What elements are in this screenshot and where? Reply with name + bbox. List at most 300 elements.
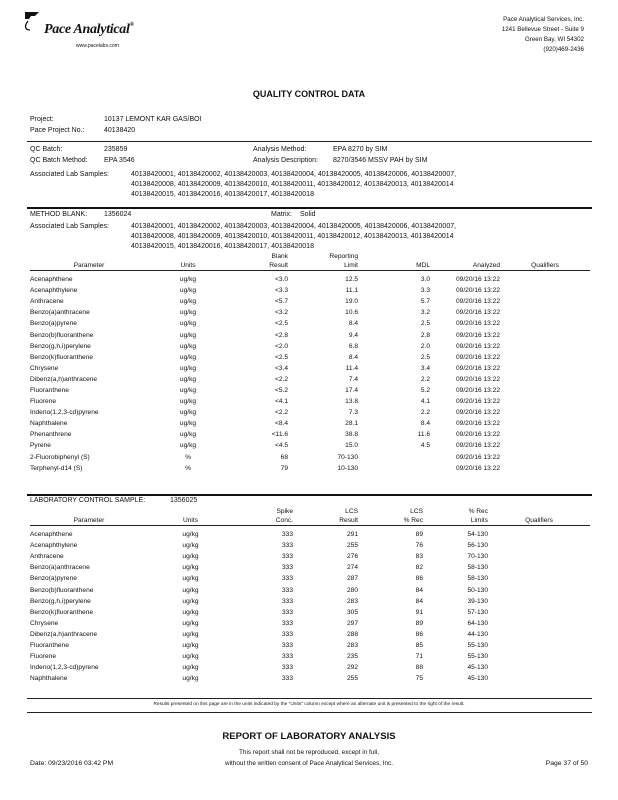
result-cell: 274 — [346, 564, 358, 572]
associated-samples-line: 40138420015, 40138420016, 40138420017, 40138420018 — [131, 191, 314, 198]
limit-cell: 7.4 — [348, 375, 358, 383]
mdl-cell — [358, 452, 430, 463]
parameter-cell: Acenaphthylene — [30, 542, 78, 550]
result-cell: 79 — [280, 464, 288, 472]
qualifier-cell — [488, 629, 590, 640]
result-cell: 287 — [346, 575, 358, 583]
mdl-cell: 2.5 — [420, 353, 430, 361]
qualifier-cell — [488, 573, 590, 584]
qualifier-cell — [500, 407, 590, 418]
blank-associated-samples-line: 40138420008, 40138420009, 40138420010, 40138420011, 40138420012, 40138420013, 40138420014 — [131, 233, 454, 240]
limits-cell: 56-130 — [467, 542, 488, 550]
conc-cell: 333 — [281, 619, 293, 627]
units-cell: ug/kg — [179, 309, 197, 317]
limits-header: Limits — [470, 517, 488, 524]
mdl-cell: 11.6 — [417, 431, 430, 439]
qc-batch-value: 235859 — [104, 146, 128, 153]
qualifier-cell — [500, 418, 590, 429]
analyzed-cell: 09/20/16 13:22 — [456, 276, 500, 284]
rec-cell: 88 — [415, 664, 423, 672]
limits-cell: 58-130 — [467, 564, 488, 572]
limits-cell: 45-130 — [467, 664, 488, 672]
units-cell: ug/kg — [182, 564, 199, 572]
limit-cell: 6.8 — [348, 342, 358, 350]
qualifier-cell — [488, 562, 590, 573]
conc-cell: 333 — [281, 641, 293, 649]
mdl-cell — [358, 463, 430, 474]
result-cell: <2.5 — [274, 320, 288, 328]
units-cell: ug/kg — [182, 553, 199, 561]
limit-cell: 17.4 — [345, 386, 358, 394]
analyzed-cell: 09/20/16 13:22 — [456, 420, 500, 428]
table-row — [30, 385, 590, 396]
analyzed-cell: 09/20/16 13:22 — [456, 331, 500, 339]
units-cell: ug/kg — [182, 641, 199, 649]
qc-batch-method-label: QC Batch Method: — [30, 157, 88, 164]
mdl-cell: 3.3 — [420, 287, 430, 295]
qualifier-cell — [500, 296, 590, 307]
pace-project-label: Pace Project No.: — [30, 127, 85, 134]
conc-cell: 333 — [281, 675, 293, 683]
units-cell: ug/kg — [182, 575, 199, 583]
result-cell: 297 — [346, 619, 358, 627]
units-cell: % — [185, 464, 191, 472]
page-title: QUALITY CONTROL DATA — [252, 89, 366, 99]
analyzed-cell: 09/20/16 13:22 — [456, 375, 500, 383]
parameter-cell: Anthracene — [30, 553, 64, 561]
analyzed-cell: 09/20/16 13:22 — [456, 409, 500, 417]
parameter-cell: Dibenz(a,h)anthracene — [30, 375, 98, 383]
parameter-cell: Fluorene — [30, 398, 57, 406]
parameter-cell: Benzo(b)fluoranthene — [30, 331, 94, 339]
qualifier-cell — [500, 307, 590, 318]
limit-cell: 9.4 — [348, 331, 358, 339]
mdl-cell: 2.0 — [420, 342, 430, 350]
table-row — [30, 651, 590, 662]
matrix-value: Solid — [300, 211, 316, 218]
qc-batch-label: QC Batch: — [30, 146, 63, 153]
table-row — [30, 562, 590, 573]
units-cell: ug/kg — [179, 353, 197, 361]
units-cell: ug/kg — [182, 542, 199, 550]
table-row — [30, 607, 590, 618]
table-row — [30, 629, 590, 640]
units-header: Units — [182, 517, 199, 524]
rec-cell: 89 — [415, 531, 423, 539]
mdl-cell: 3.2 — [420, 309, 430, 317]
analyzed-cell: 09/20/16 13:22 — [456, 320, 500, 328]
parameter-cell: 2-Fluorobiphenyl (S) — [30, 453, 90, 461]
table-row — [30, 640, 590, 651]
limit-cell: 28.1 — [345, 420, 358, 428]
table-header-row — [30, 516, 590, 526]
rec-cell: 75 — [415, 675, 423, 683]
table-row — [30, 352, 590, 363]
qualifier-cell — [500, 318, 590, 329]
qualifier-cell — [488, 618, 590, 629]
result-cell: <8.4 — [274, 420, 288, 428]
method-blank-label: METHOD BLANK: — [30, 211, 88, 218]
conc-header: Conc. — [275, 517, 293, 524]
rec-cell: 71 — [415, 653, 423, 661]
table-row — [30, 318, 590, 329]
parameter-cell: Benzo(k)fluoranthene — [30, 608, 94, 616]
units-cell: ug/kg — [179, 320, 197, 328]
units-cell: ug/kg — [179, 431, 197, 439]
blank-associated-samples-line: 40138420015, 40138420016, 40138420017, 40138420018 — [131, 243, 314, 250]
parameter-cell: Terphenyl-d14 (S) — [30, 464, 83, 472]
result-cell: 283 — [346, 597, 358, 605]
limits-cell: 55-130 — [467, 641, 488, 649]
blank-associated-samples-line: 40138420001, 40138420002, 40138420003, 40138420004, 40138420005, 40138420006, 40138420007, — [131, 223, 457, 230]
units-cell: ug/kg — [179, 298, 197, 306]
mdl-cell: 5.2 — [420, 386, 430, 394]
result-cell: 283 — [346, 641, 358, 649]
limit-cell: 10.6 — [345, 309, 358, 317]
parameter-cell: Fluoranthene — [30, 386, 69, 394]
units-cell: ug/kg — [179, 420, 197, 428]
units-cell: ug/kg — [182, 597, 199, 605]
page-number: Page 37 of 50 — [545, 760, 588, 767]
rec-limits-header-top: % Rec — [468, 508, 488, 515]
result-cell: 291 — [346, 531, 358, 539]
parameter-cell: Fluorene — [30, 653, 57, 661]
mdl-cell: 8.4 — [420, 420, 430, 428]
parameter-cell: Indeno(1,2,3-cd)pyrene — [30, 664, 99, 672]
table-row — [30, 374, 590, 385]
result-cell: <2.0 — [274, 342, 288, 350]
result-cell: <3.0 — [274, 276, 288, 284]
blank-associated-samples-label: Associated Lab Samples: — [30, 223, 109, 230]
limits-cell: 58-130 — [467, 575, 488, 583]
qualifier-cell — [488, 584, 590, 595]
qualifier-cell — [500, 429, 590, 440]
qualifier-cell — [488, 540, 590, 551]
mdl-cell: 2.2 — [420, 375, 430, 383]
analyzed-cell: 09/20/16 13:22 — [456, 287, 500, 295]
parameter-header: Parameter — [73, 517, 105, 524]
units-cell: ug/kg — [179, 442, 197, 450]
mdl-cell: 2.8 — [420, 331, 430, 339]
units-cell: ug/kg — [182, 675, 199, 683]
rec-header: % Rec — [403, 517, 423, 524]
result-cell: <2.2 — [274, 409, 288, 417]
limit-cell: 15.0 — [345, 442, 358, 450]
project-value: 10137 LEMONT KAR GAS/BOI — [104, 116, 202, 123]
limits-cell: 54-130 — [467, 531, 488, 539]
report-footer-title: REPORT OF LABORATORY ANALYSIS — [222, 731, 396, 742]
result-cell: 255 — [346, 542, 358, 550]
qualifier-cell — [488, 662, 590, 673]
limits-cell: 44-130 — [467, 630, 488, 638]
limit-cell: 8.4 — [348, 320, 358, 328]
units-cell: ug/kg — [182, 531, 199, 539]
qualifier-cell — [488, 640, 590, 651]
analyzed-cell: 09/20/16 13:22 — [456, 464, 500, 472]
units-cell: % — [185, 453, 191, 461]
project-label: Project: — [30, 116, 54, 123]
conc-cell: 333 — [281, 608, 293, 616]
rec-cell: 86 — [415, 630, 423, 638]
mdl-cell: 3.0 — [420, 276, 430, 284]
lcs-rec-header-top: LCS — [410, 508, 423, 515]
table-row — [30, 551, 590, 562]
conc-cell: 333 — [281, 564, 293, 572]
result-cell: <2.5 — [274, 353, 288, 361]
divider — [27, 207, 592, 209]
units-cell: ug/kg — [182, 664, 199, 672]
result-cell: <2.8 — [274, 331, 288, 339]
result-cell: <3.3 — [274, 287, 288, 295]
analysis-method-value: EPA 8270 by SIM — [333, 146, 388, 153]
blank-header: Blank — [271, 253, 288, 260]
units-cell: ug/kg — [179, 375, 197, 383]
conc-cell: 333 — [281, 553, 293, 561]
limit-cell: 38.8 — [345, 431, 358, 439]
analyzed-cell: 09/20/16 13:22 — [456, 353, 500, 361]
rec-cell: 84 — [415, 586, 423, 594]
qualifier-cell — [500, 463, 590, 474]
units-cell: ug/kg — [179, 386, 197, 394]
table-row — [30, 596, 590, 607]
qualifier-cell — [500, 329, 590, 340]
units-cell: ug/kg — [179, 409, 197, 417]
parameter-cell: Acenaphthylene — [30, 287, 78, 295]
company-address: Pace Analytical Services, Inc. 1241 Bellevue Street - Suite 9 Green Bay, WI 54302 (920)469-2436 — [501, 16, 584, 53]
conc-cell: 333 — [281, 653, 293, 661]
table-row — [30, 452, 590, 463]
parameter-cell: Dibenz(a,h)anthracene — [30, 630, 98, 638]
units-cell: ug/kg — [179, 276, 197, 284]
mdl-cell: 4.1 — [420, 398, 430, 406]
parameter-cell: Benzo(a)anthracene — [30, 309, 90, 317]
table-row — [30, 307, 590, 318]
analyzed-cell: 09/20/16 13:22 — [456, 342, 500, 350]
qualifiers-header: Qualifiers — [525, 517, 553, 524]
units-cell: ug/kg — [182, 653, 199, 661]
parameter-cell: Benzo(a)anthracene — [30, 564, 90, 572]
result-cell: 292 — [346, 664, 358, 672]
parameter-cell: Chrysene — [30, 364, 59, 372]
qualifier-cell — [500, 363, 590, 374]
divider — [27, 141, 592, 142]
limits-cell: 64-130 — [467, 619, 488, 627]
limit-cell: 8.4 — [348, 353, 358, 361]
limit-cell: 10-130 — [337, 464, 358, 472]
result-cell: 288 — [346, 630, 358, 638]
associated-samples-line: 40138420001, 40138420002, 40138420003, 40138420004, 40138420005, 40138420006, 40138420007, — [131, 171, 457, 178]
footer-line-2: without the written consent of Pace Analytical Services, Inc. — [224, 760, 394, 767]
rec-cell: 89 — [415, 619, 423, 627]
analyzed-cell: 09/20/16 13:22 — [456, 298, 500, 306]
table-row — [30, 440, 590, 451]
parameter-cell: Benzo(b)fluoranthene — [30, 586, 94, 594]
qualifier-cell — [500, 396, 590, 407]
table-row — [30, 407, 590, 418]
mdl-cell: 4.5 — [420, 442, 430, 450]
parameter-cell: Benzo(k)fluoranthene — [30, 353, 94, 361]
table-row — [30, 673, 590, 684]
qualifier-cell — [488, 551, 590, 562]
mdl-cell: 2.5 — [420, 320, 430, 328]
mdl-cell: 3.4 — [420, 364, 430, 372]
parameter-cell: Anthracene — [30, 298, 64, 306]
parameter-cell: Naphthalene — [30, 675, 68, 683]
table-row — [30, 573, 590, 584]
method-blank-table — [30, 252, 590, 474]
result-cell: <11.6 — [271, 431, 288, 439]
result-cell: <4.1 — [274, 398, 288, 406]
parameter-cell: Indeno(1,2,3-cd)pyrene — [30, 409, 99, 417]
lcs-table — [30, 507, 590, 684]
parameter-cell: Fluoranthene — [30, 641, 69, 649]
conc-cell: 333 — [281, 630, 293, 638]
limit-cell: 11.1 — [345, 287, 358, 295]
table-row — [30, 418, 590, 429]
divider — [27, 712, 592, 713]
divider — [27, 698, 592, 699]
table-row — [30, 396, 590, 407]
analyzed-cell: 09/20/16 13:22 — [456, 364, 500, 372]
table-row — [30, 540, 590, 551]
units-cell: ug/kg — [182, 586, 199, 594]
limits-cell: 70-130 — [467, 553, 488, 561]
parameter-cell: Acenaphthene — [30, 276, 73, 284]
analyzed-cell: 09/20/16 13:22 — [456, 398, 500, 406]
parameter-cell: Benzo(a)pyrene — [30, 575, 77, 583]
mdl-header: MDL — [416, 262, 430, 269]
limit-cell: 7.3 — [348, 409, 358, 417]
limit-cell: 13.8 — [345, 398, 358, 406]
table-row — [30, 463, 590, 474]
analysis-method-label: Analysis Method: — [253, 146, 307, 153]
units-cell: ug/kg — [179, 331, 197, 339]
result-cell: 305 — [346, 608, 358, 616]
divider — [27, 494, 592, 496]
analysis-description-value: 8270/3546 MSSV PAH by SIM — [333, 157, 428, 164]
table-row — [30, 274, 590, 285]
units-cell: ug/kg — [179, 398, 197, 406]
result-cell: <3.2 — [274, 309, 288, 317]
table-row — [30, 296, 590, 307]
qualifier-cell — [500, 274, 590, 285]
conc-cell: 333 — [281, 597, 293, 605]
result-cell: <5.2 — [274, 386, 288, 394]
units-cell: ug/kg — [182, 608, 199, 616]
parameter-cell: Chrysene — [30, 619, 59, 627]
analyzed-cell: 09/20/16 13:22 — [456, 453, 500, 461]
method-blank-value: 1356024 — [104, 211, 132, 218]
limits-cell: 50-130 — [467, 586, 488, 594]
qualifier-cell — [488, 596, 590, 607]
qualifier-cell — [500, 440, 590, 451]
parameter-cell: Benzo(g,h,i)perylene — [30, 342, 91, 350]
associated-samples-label: Associated Lab Samples: — [30, 171, 109, 178]
limits-cell: 55-130 — [467, 653, 488, 661]
company-logo: Pace Analytical® — [44, 22, 134, 37]
table-row — [30, 329, 590, 340]
limits-cell: 39-130 — [467, 597, 488, 605]
result-cell: 276 — [346, 553, 358, 561]
parameter-cell: Benzo(g,h,i)perylene — [30, 597, 91, 605]
result-header: Result — [269, 262, 288, 269]
lcs-value: 1356025 — [170, 497, 198, 504]
lcs-label: LABORATORY CONTROL SAMPLE: — [30, 497, 146, 504]
result-cell: 235 — [346, 653, 358, 661]
result-header: Result — [339, 517, 358, 524]
table-row — [30, 285, 590, 296]
analyzed-cell: 09/20/16 13:22 — [456, 309, 500, 317]
result-cell: <2.2 — [274, 375, 288, 383]
parameter-cell: Naphthalene — [30, 420, 68, 428]
limit-cell: 12.5 — [345, 276, 358, 284]
rec-cell: 82 — [415, 564, 423, 572]
footer-line-1: This report shall not be reproduced, except in full, — [239, 749, 379, 756]
units-cell: ug/kg — [179, 342, 197, 350]
result-cell: <3.4 — [274, 364, 288, 372]
mdl-cell: 5.7 — [420, 298, 430, 306]
qc-batch-method-value: EPA 3546 — [104, 157, 135, 164]
limits-cell: 57-130 — [467, 608, 488, 616]
limits-cell: 45-130 — [467, 675, 488, 683]
parameter-cell: Phenanthrene — [30, 431, 72, 439]
limit-cell: 11.4 — [345, 364, 358, 372]
rec-cell: 91 — [415, 608, 423, 616]
analysis-description-label: Analysis Description: — [253, 157, 318, 164]
matrix-label: Matrix: — [271, 211, 292, 218]
table-row — [30, 584, 590, 595]
conc-cell: 333 — [281, 586, 293, 594]
qualifier-cell — [488, 529, 590, 540]
units-header: Units — [180, 262, 196, 269]
qualifier-cell — [500, 385, 590, 396]
table-header-row — [30, 507, 590, 516]
table-header-row — [30, 261, 590, 271]
pace-project-value: 40138420 — [104, 127, 136, 134]
company-url[interactable]: www.pacelabs.com — [76, 43, 119, 49]
units-cell: ug/kg — [182, 619, 199, 627]
parameter-cell: Acenaphthene — [30, 531, 73, 539]
conc-cell: 333 — [281, 531, 293, 539]
analyzed-cell: 09/20/16 13:22 — [456, 386, 500, 394]
conc-cell: 333 — [281, 664, 293, 672]
parameter-cell: Pyrene — [30, 442, 51, 450]
results-note: Results presented on this page are in the units indicated by the "Units" column except where an alternate unit is presented to the right of the result. — [153, 702, 465, 707]
units-cell: ug/kg — [182, 630, 199, 638]
conc-cell: 333 — [281, 542, 293, 550]
qualifiers-header: Qualifiers — [531, 262, 559, 269]
analyzed-header: Analyzed — [472, 262, 500, 269]
parameter-header: Parameter — [73, 262, 105, 269]
parameter-cell: Benzo(a)pyrene — [30, 320, 77, 328]
report-date: Date: 09/23/2016 03:42 PM — [30, 760, 114, 767]
qualifier-cell — [488, 673, 590, 684]
qualifier-cell — [500, 452, 590, 463]
limit-cell: 70-130 — [337, 453, 358, 461]
limit-header: Limit — [344, 262, 358, 269]
qualifier-cell — [488, 651, 590, 662]
table-row — [30, 429, 590, 440]
analyzed-cell: 09/20/16 13:22 — [456, 431, 500, 439]
rec-cell: 86 — [415, 575, 423, 583]
result-cell: <5.7 — [274, 298, 288, 306]
qualifier-cell — [500, 341, 590, 352]
qualifier-cell — [500, 374, 590, 385]
result-cell: 280 — [346, 586, 358, 594]
rec-cell: 84 — [415, 597, 423, 605]
rec-cell: 83 — [415, 553, 423, 561]
table-row — [30, 618, 590, 629]
